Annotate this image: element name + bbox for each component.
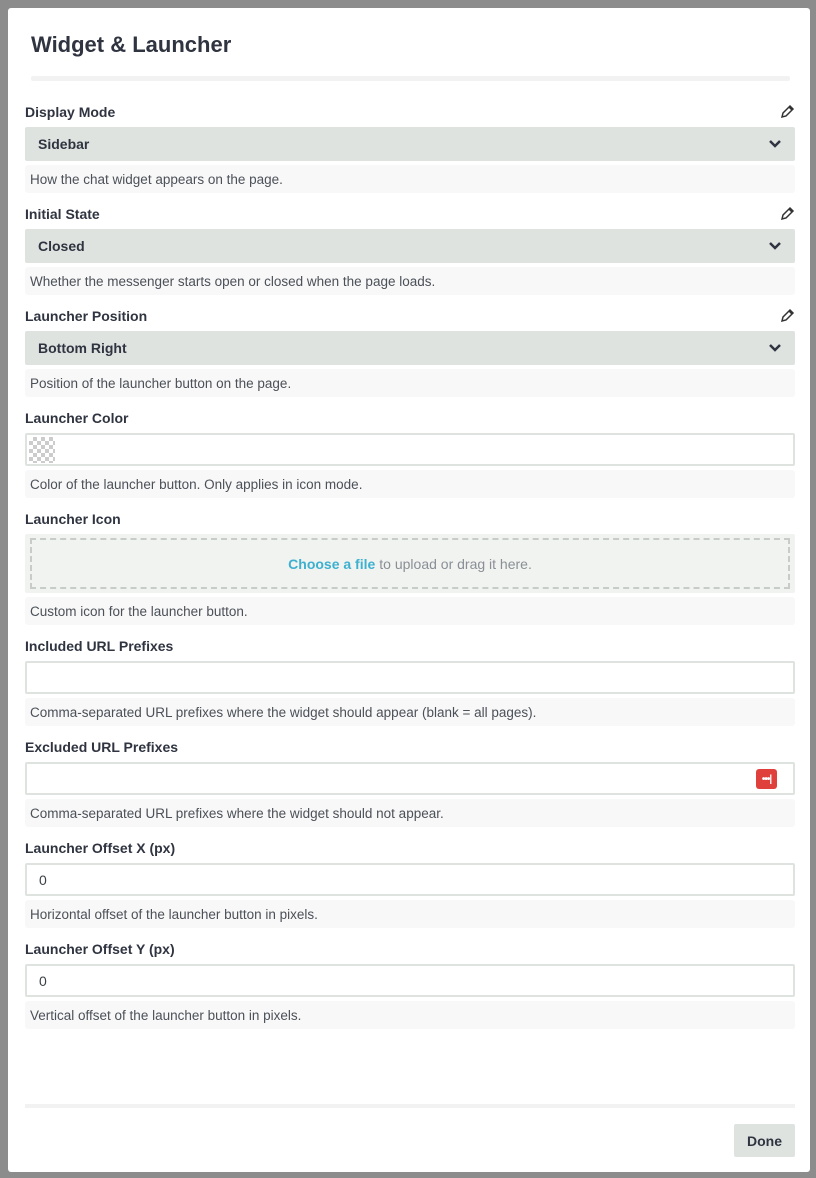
field-display-mode <box>25 104 795 193</box>
launcher-offset-x-input[interactable]: 0 <box>25 863 795 896</box>
file-dropzone[interactable] <box>25 534 795 593</box>
help-text: Comma-separated URL prefixes where the widget should not appear. <box>25 799 795 827</box>
divider <box>31 76 790 81</box>
modal-title: Widget & Launcher <box>31 32 232 57</box>
help-text: Position of the launcher button on the page. <box>25 369 795 397</box>
included-url-prefixes-input[interactable] <box>25 661 795 694</box>
field-label: Launcher Color <box>25 410 129 426</box>
help-text: How the chat widget appears on the page. <box>25 165 795 193</box>
select-value: Closed <box>38 238 85 254</box>
select-value: Bottom Right <box>38 340 127 356</box>
select-value: Sidebar <box>38 136 90 152</box>
pencil-icon[interactable] <box>779 206 795 222</box>
help-text: Vertical offset of the launcher button in pixels. <box>25 1001 795 1029</box>
field-label: Launcher Offset X (px) <box>25 840 176 856</box>
help-text: Comma-separated URL prefixes where the widget should appear (blank = all pages). <box>25 698 795 726</box>
choose-file-link[interactable]: Choose a file <box>288 555 376 572</box>
field-label: Display Mode <box>25 104 116 120</box>
field-label: Launcher Icon <box>25 511 121 527</box>
chevron-down-icon <box>768 241 782 251</box>
field-label: Excluded URL Prefixes <box>25 739 179 755</box>
field-label: Included URL Prefixes <box>25 638 174 654</box>
field-excluded-url-prefixes <box>25 739 795 827</box>
field-initial-state <box>25 206 795 295</box>
chevron-down-icon <box>768 139 782 149</box>
field-label: Initial State <box>25 206 100 222</box>
field-launcher-color <box>25 410 795 498</box>
field-label: Launcher Offset Y (px) <box>25 941 175 957</box>
help-text: Whether the messenger starts open or closed when the page loads. <box>25 267 795 295</box>
field-included-url-prefixes <box>25 638 795 726</box>
field-label: Launcher Position <box>25 308 148 324</box>
help-text: Custom icon for the launcher button. <box>25 597 795 625</box>
launcher-color-input[interactable] <box>25 433 795 466</box>
pencil-icon[interactable] <box>779 104 795 120</box>
chevron-down-icon <box>768 343 782 353</box>
done-button[interactable]: Done <box>734 1124 795 1157</box>
launcher-position-select[interactable] <box>25 331 795 365</box>
launcher-offset-y-input[interactable]: 0 <box>25 964 795 997</box>
widget-launcher-modal <box>8 8 810 1172</box>
excluded-url-prefixes-input[interactable] <box>25 762 795 795</box>
pencil-icon[interactable] <box>779 308 795 324</box>
display-mode-select[interactable] <box>25 127 795 161</box>
field-launcher-position <box>25 308 795 397</box>
help-text: Color of the launcher button. Only applies in icon mode. <box>25 470 795 498</box>
upload-hint: to upload or drag it here. <box>379 555 532 572</box>
password-manager-icon[interactable]: •••| <box>756 769 777 789</box>
field-launcher-offset-y <box>25 941 795 1029</box>
divider <box>25 1104 795 1108</box>
initial-state-select[interactable] <box>25 229 795 263</box>
field-launcher-icon <box>25 511 795 625</box>
field-launcher-offset-x <box>25 840 795 928</box>
help-text: Horizontal offset of the launcher button in pixels. <box>25 900 795 928</box>
color-swatch[interactable] <box>29 437 55 463</box>
